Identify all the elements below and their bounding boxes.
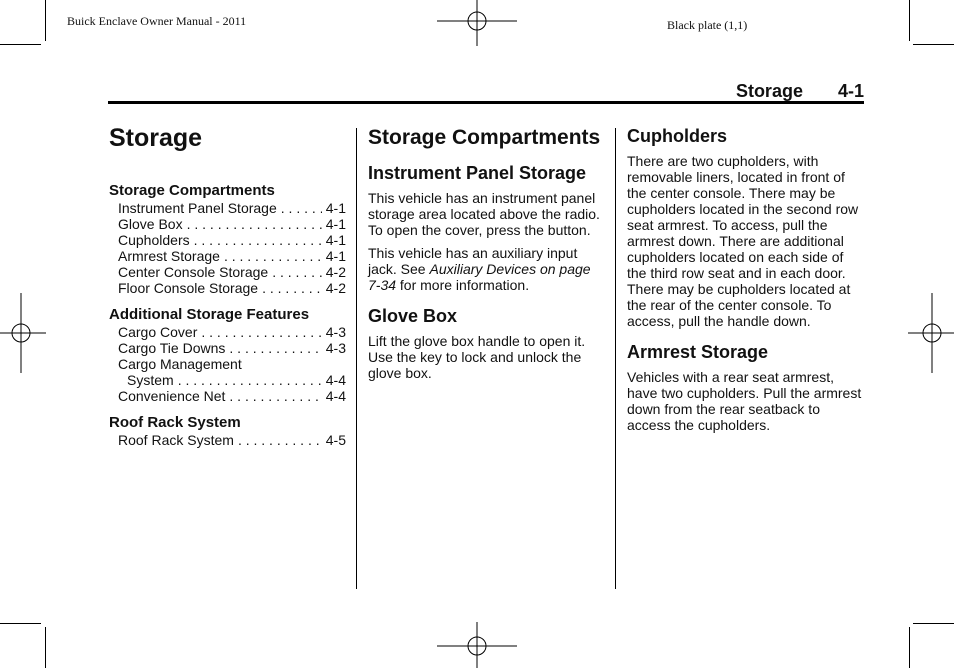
toc-entry[interactable]: Cupholders . . . 4-1 bbox=[109, 232, 346, 248]
cupholders-text: There are two cupholders, with removable liners, located in front of the center console. There may be cupholders located in the second row seat armrest. To access, pull the armrest down. There are additional cupholders located on each side of the third row seat and in each door. There may be cupholders located at the rear of the center console. To access, pull the handle down. bbox=[627, 153, 859, 329]
crop-mark bbox=[913, 44, 954, 45]
print-header-plate: Black plate (1,1) bbox=[667, 18, 748, 32]
toc-heading[interactable]: Storage Compartments bbox=[109, 182, 275, 199]
glove-box-text: Lift the glove box handle to open it. Use the key to lock and unlock the glove box. bbox=[368, 333, 586, 381]
registration-mark-icon bbox=[908, 293, 954, 373]
crop-mark bbox=[909, 627, 910, 668]
running-head bbox=[736, 81, 864, 102]
toc-entry[interactable]: Armrest Storage . . . 4-1 bbox=[109, 248, 346, 264]
toc-entry[interactable]: System . . . 4-4 bbox=[109, 372, 346, 388]
toc-entry[interactable]: Cargo Cover . . . 4-3 bbox=[109, 324, 346, 340]
toc-entry[interactable]: Glove Box . . . 4-1 bbox=[109, 216, 346, 232]
chapter-title: Storage bbox=[109, 124, 203, 152]
section-title: Storage Compartments bbox=[368, 126, 601, 149]
instrument-panel-text: This vehicle has an instrument panel storage area located above the radio. To open the cover, press the button. bbox=[368, 190, 600, 238]
registration-mark-icon bbox=[0, 293, 46, 373]
crop-mark bbox=[0, 44, 41, 45]
column-divider bbox=[615, 128, 616, 589]
cross-reference-link[interactable]: Auxiliary Devices on page 7-34 bbox=[368, 261, 591, 293]
auxiliary-input-text: This vehicle has an auxiliary input jack. See Auxiliary Devices on page 7-34 for more information. bbox=[368, 245, 591, 293]
toc-entry[interactable]: Instrument Panel Storage . . . 4-1 bbox=[109, 200, 346, 216]
toc-entry[interactable]: Cargo Tie Downs . . . 4-3 bbox=[109, 340, 346, 356]
crop-mark bbox=[913, 623, 954, 624]
cupholders-heading: Cupholders bbox=[627, 126, 728, 146]
column-divider bbox=[356, 128, 357, 589]
toc-entry[interactable]: Floor Console Storage . . . 4-2 bbox=[109, 280, 346, 296]
toc-group bbox=[109, 414, 346, 448]
print-header-title: Buick Enclave Owner Manual - 2011 bbox=[67, 14, 247, 28]
toc-entry[interactable]: Convenience Net . . . 4-4 bbox=[109, 388, 346, 404]
crop-mark bbox=[909, 0, 910, 41]
toc-heading[interactable]: Additional Storage Features bbox=[109, 306, 310, 323]
toc-entry[interactable]: Roof Rack System . . . 4-5 bbox=[109, 432, 346, 448]
armrest-storage-text: Vehicles with a rear seat armrest, have two cupholders. Pull the armrest down from the rear seatback to access the cupholders. bbox=[627, 369, 862, 433]
toc-entry[interactable]: Center Console Storage . . . 4-2 bbox=[109, 264, 346, 280]
crop-mark bbox=[0, 623, 41, 624]
glove-box-heading: Glove Box bbox=[368, 306, 458, 326]
registration-mark-icon bbox=[437, 0, 517, 46]
header-rule bbox=[108, 101, 864, 104]
right-column bbox=[627, 125, 864, 440]
toc-heading[interactable]: Roof Rack System bbox=[109, 414, 241, 431]
table-of-contents bbox=[109, 182, 346, 458]
toc-group bbox=[109, 182, 346, 296]
crop-mark bbox=[45, 0, 46, 41]
toc-entry[interactable]: Cargo Management bbox=[118, 356, 242, 372]
registration-mark-icon bbox=[437, 622, 517, 668]
toc-group bbox=[109, 306, 346, 404]
instrument-panel-heading: Instrument Panel Storage bbox=[368, 163, 587, 183]
crop-mark bbox=[45, 627, 46, 668]
running-head-section: Storage bbox=[735, 81, 803, 101]
armrest-storage-heading: Armrest Storage bbox=[627, 342, 769, 362]
middle-column bbox=[368, 125, 604, 388]
running-head-page: 4-1 bbox=[837, 81, 864, 101]
